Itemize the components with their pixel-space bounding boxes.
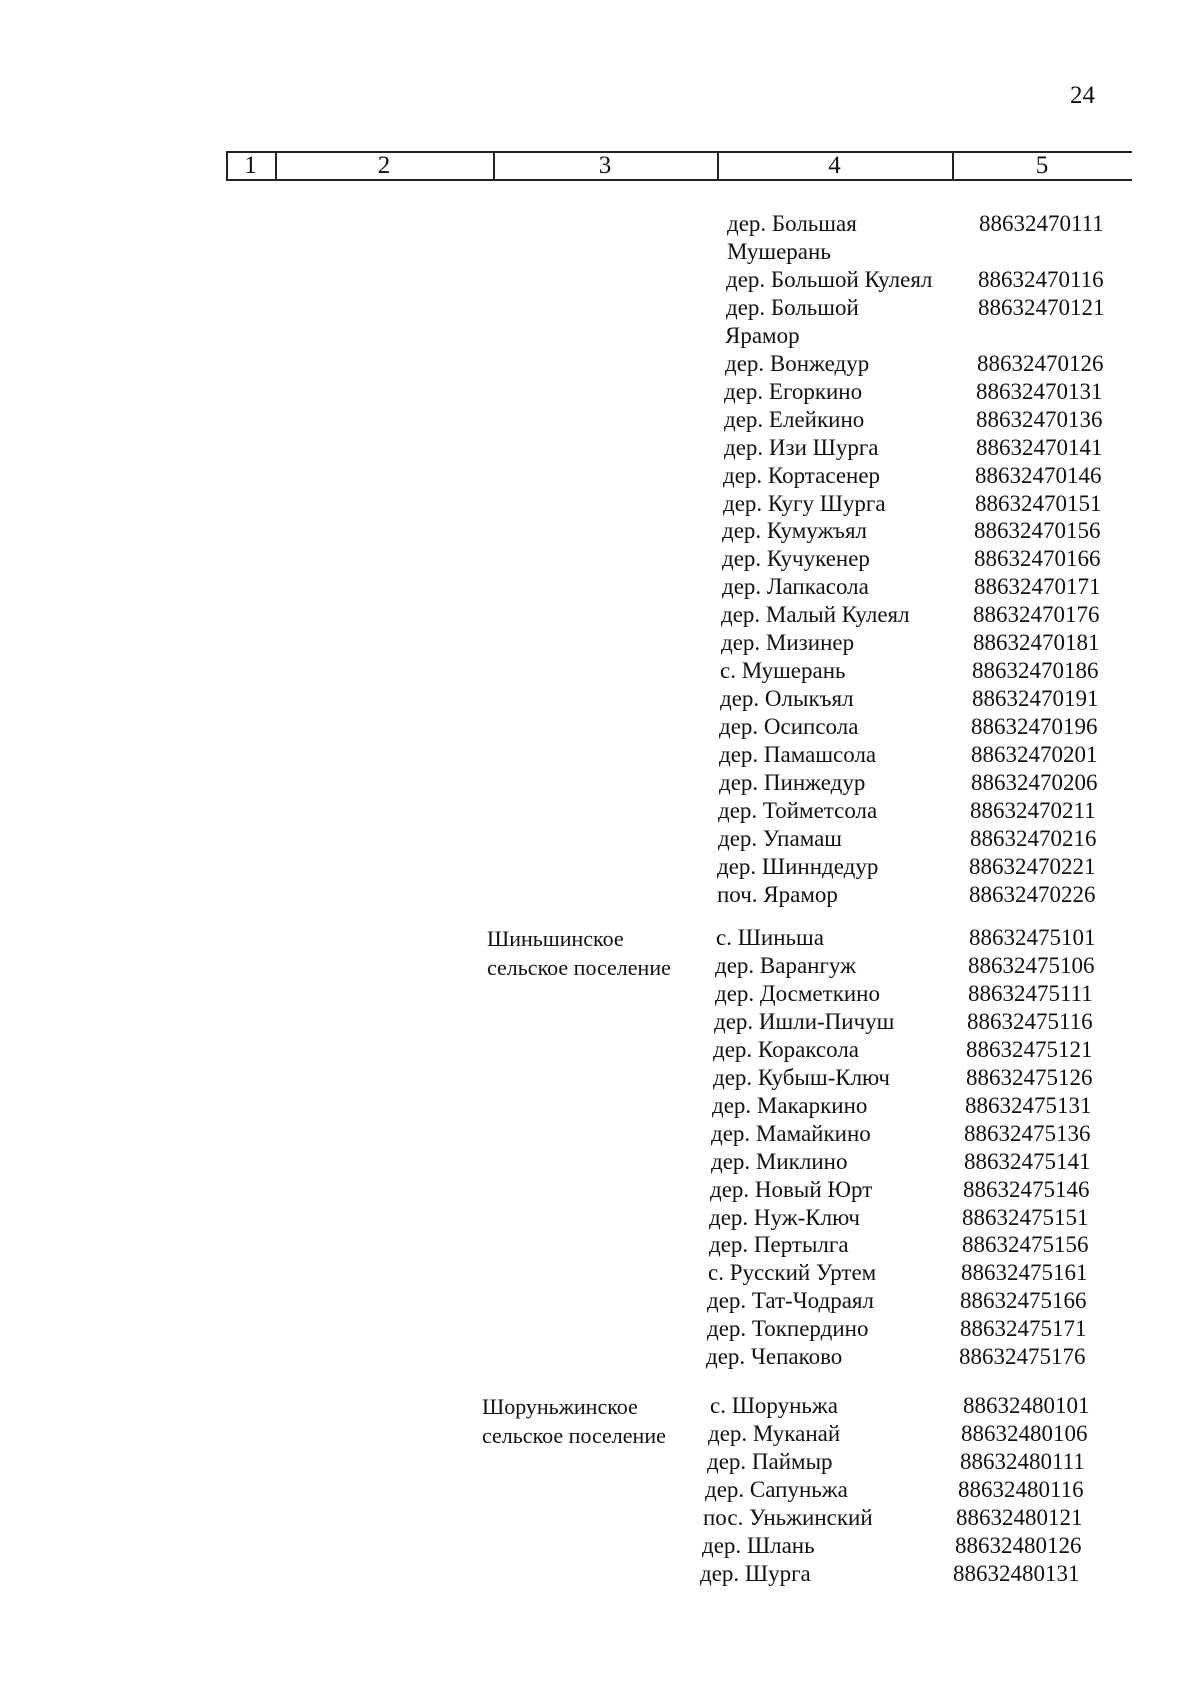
- locality-code: 88632470111: [979, 211, 1104, 236]
- list-item: [703, 1504, 1123, 1532]
- settlement-name-shorunzha: Шоруньжинское сельское поселение: [482, 1394, 666, 1448]
- locality-code: 88632475131: [965, 1092, 1092, 1118]
- list-item: [705, 1476, 1125, 1504]
- locality-name: дер. Ишли-Пичуш: [714, 1008, 895, 1034]
- locality-name: дер. Кубыш-Ключ: [713, 1064, 890, 1090]
- locality-code: 88632475146: [963, 1176, 1090, 1202]
- locality-name: пос. Уньжинский: [703, 1504, 873, 1530]
- list-item: [717, 853, 1137, 881]
- locality-name: дер. Елейкино: [724, 406, 865, 432]
- list-item: [724, 378, 1144, 406]
- list-item: [709, 1231, 1129, 1259]
- list-item: [719, 713, 1139, 741]
- list-item: [707, 1315, 1127, 1343]
- locality-code: 88632470126: [977, 350, 1104, 376]
- list-item: [700, 1560, 1120, 1588]
- locality-name: дер. Упамаш: [718, 825, 843, 851]
- locality-code: 88632470166: [974, 546, 1101, 572]
- locality-code: 88632470196: [971, 714, 1098, 740]
- locality-code: 88632470131: [976, 378, 1103, 404]
- locality-name: дер. Макаркино: [712, 1092, 868, 1118]
- list-item: [708, 1420, 1128, 1448]
- list-item: [725, 322, 1145, 350]
- settlement-name-shinsha: Шиньшинское сельское поселение: [487, 926, 671, 980]
- locality-name: дер. Кучукенер: [722, 546, 870, 572]
- locality-name: дер. Кортасенер: [723, 462, 881, 488]
- list-item: [718, 797, 1138, 825]
- locality-name: дер. Паймыр: [707, 1448, 833, 1474]
- list-item: [715, 980, 1135, 1008]
- header-col-3: 3: [598, 152, 612, 179]
- list-item: [715, 952, 1135, 980]
- locality-code: 88632470116: [978, 266, 1104, 292]
- locality-name: с. Шоруньжа: [710, 1393, 839, 1418]
- list-item: [706, 1343, 1126, 1371]
- list-item: [722, 517, 1142, 545]
- locality-name: дер. Большой Кулеял: [726, 266, 933, 292]
- locality-code: 88632480116: [958, 1476, 1084, 1502]
- list-item: [727, 238, 1147, 266]
- list-item: [719, 741, 1139, 769]
- list-item: [719, 769, 1139, 797]
- locality-name: дер. Муканай: [708, 1420, 841, 1446]
- locality-name: дер. Олыкъял: [720, 686, 854, 712]
- locality-code: 88632475111: [968, 980, 1093, 1006]
- locality-code: 88632470191: [972, 686, 1099, 712]
- locality-name: дер. Большая: [727, 211, 857, 236]
- locality-name: дер. Кумужъял: [722, 518, 868, 544]
- locality-name: дер. Малый Кулеял: [721, 602, 910, 628]
- list-item: [707, 1448, 1127, 1476]
- locality-name: дер. Егоркино: [724, 378, 863, 404]
- list-item: [718, 825, 1138, 853]
- locality-name: дер. Тат-Чодраял: [707, 1288, 874, 1314]
- locality-name: дер. Пинжедур: [719, 770, 866, 795]
- locality-name: Мушерань: [727, 238, 831, 264]
- locality-name: дер. Токпердино: [707, 1316, 869, 1342]
- locality-code: 88632470181: [973, 630, 1100, 656]
- locality-name: дер. Пертылга: [709, 1232, 849, 1258]
- list-item: [713, 1064, 1133, 1092]
- list-item: [712, 1092, 1132, 1120]
- locality-code: 88632475166: [960, 1288, 1087, 1314]
- locality-code: 88632470151: [975, 490, 1102, 516]
- locality-code: 88632475176: [959, 1344, 1086, 1370]
- locality-name: с. Мушерань: [720, 658, 846, 684]
- locality-code: 88632470221: [969, 853, 1096, 879]
- locality-code: 88632475121: [966, 1036, 1093, 1062]
- locality-name: дер. Вонжедур: [725, 350, 870, 376]
- locality-code: 88632470226: [969, 881, 1096, 907]
- header-col-2: 2: [377, 152, 391, 179]
- locality-code: 88632475161: [961, 1260, 1088, 1286]
- locality-code: 88632470206: [971, 770, 1098, 795]
- locality-code: 88632470216: [970, 825, 1097, 851]
- locality-code: 88632475126: [966, 1064, 1093, 1090]
- locality-name: дер. Памашсола: [719, 742, 877, 768]
- list-item: [720, 657, 1140, 685]
- locality-name: дер. Миклино: [711, 1148, 848, 1174]
- locality-name: поч. Ярамор: [717, 881, 838, 907]
- locality-code: 88632480101: [963, 1393, 1090, 1418]
- list-item: [713, 1036, 1133, 1064]
- list-item: [724, 406, 1144, 434]
- list-item: [716, 924, 1136, 952]
- locality-name: дер. Изи Шурга: [724, 434, 879, 460]
- locality-code: 88632470176: [973, 602, 1100, 628]
- locality-name: дер. Шинндедур: [717, 853, 879, 879]
- locality-name: дер. Нуж-Ключ: [709, 1204, 860, 1230]
- locality-code: 88632475141: [964, 1148, 1091, 1174]
- list-item: [710, 1392, 1130, 1420]
- locality-name: дер. Сапуньжа: [705, 1476, 848, 1502]
- list-item: [711, 1120, 1131, 1148]
- locality-name: Ярамор: [725, 322, 800, 348]
- list-item: [711, 1148, 1131, 1176]
- locality-code: 88632480106: [961, 1420, 1088, 1446]
- locality-name: дер. Шурга: [700, 1560, 811, 1586]
- list-item: [702, 1532, 1122, 1560]
- header-col-1: 1: [244, 152, 257, 179]
- locality-code: 88632470146: [975, 462, 1102, 488]
- list-item: [726, 266, 1146, 294]
- locality-name: дер. Варангуж: [715, 952, 856, 978]
- locality-code: 88632470136: [976, 406, 1103, 432]
- locality-code: 88632470156: [974, 518, 1101, 544]
- list-item: [721, 629, 1141, 657]
- header-col-5: 5: [1035, 152, 1049, 179]
- list-item: [709, 1204, 1129, 1232]
- list-item: [720, 685, 1140, 713]
- list-item: [723, 462, 1143, 490]
- list-item: [710, 1176, 1130, 1204]
- header-col-4: 4: [828, 152, 841, 179]
- locality-name: дер. Досметкино: [715, 980, 880, 1006]
- list-item: [723, 490, 1143, 518]
- locality-name: дер. Новый Юрт: [710, 1176, 873, 1202]
- list-item: [724, 434, 1144, 462]
- locality-code: 88632480111: [960, 1448, 1085, 1474]
- locality-code: 88632480126: [955, 1532, 1082, 1558]
- list-item: [721, 601, 1141, 629]
- locality-code: 88632475136: [964, 1120, 1091, 1146]
- list-item: [708, 1259, 1128, 1287]
- locality-code: 88632470186: [972, 658, 1099, 684]
- locality-name: дер. Лапкасола: [722, 574, 869, 600]
- locality-code: 88632475171: [960, 1316, 1087, 1342]
- locality-code: 88632470211: [970, 797, 1096, 823]
- list-item: [722, 545, 1142, 573]
- locality-name: с. Русский Уртем: [708, 1260, 877, 1286]
- locality-name: дер. Мамайкино: [711, 1120, 871, 1146]
- list-item: [727, 210, 1147, 238]
- locality-code: 88632470121: [978, 294, 1105, 320]
- list-item: [714, 1008, 1134, 1036]
- locality-name: дер. Большой: [726, 294, 859, 320]
- locality-name: дер. Шлань: [702, 1532, 815, 1558]
- list-item: [725, 350, 1145, 378]
- locality-name: дер. Кораксола: [713, 1036, 860, 1062]
- locality-code: 88632480131: [953, 1560, 1080, 1586]
- locality-name: дер. Кугу Шурга: [723, 490, 886, 516]
- list-item: [707, 1287, 1127, 1315]
- locality-code: 88632470171: [974, 574, 1101, 600]
- locality-code: 88632475106: [968, 952, 1095, 978]
- locality-code: 88632475151: [962, 1204, 1089, 1230]
- locality-code: 88632475156: [962, 1232, 1089, 1258]
- locality-name: дер. Чепаково: [706, 1344, 843, 1370]
- locality-name: дер. Осипсола: [719, 714, 859, 740]
- table-header: [226, 151, 1132, 181]
- locality-code: 88632470201: [971, 742, 1098, 768]
- locality-name: дер. Тойметсола: [718, 797, 878, 823]
- list-item: [717, 881, 1137, 909]
- locality-code: 88632480121: [956, 1504, 1083, 1530]
- list-item: [726, 294, 1146, 322]
- locality-name: дер. Мизинер: [721, 630, 855, 656]
- locality-code: 88632475101: [969, 925, 1096, 950]
- locality-name: с. Шиньша: [716, 925, 824, 950]
- page-number: 24: [1070, 82, 1095, 109]
- locality-code: 88632470141: [976, 434, 1103, 460]
- locality-code: 88632475116: [967, 1008, 1093, 1034]
- list-item: [722, 573, 1142, 601]
